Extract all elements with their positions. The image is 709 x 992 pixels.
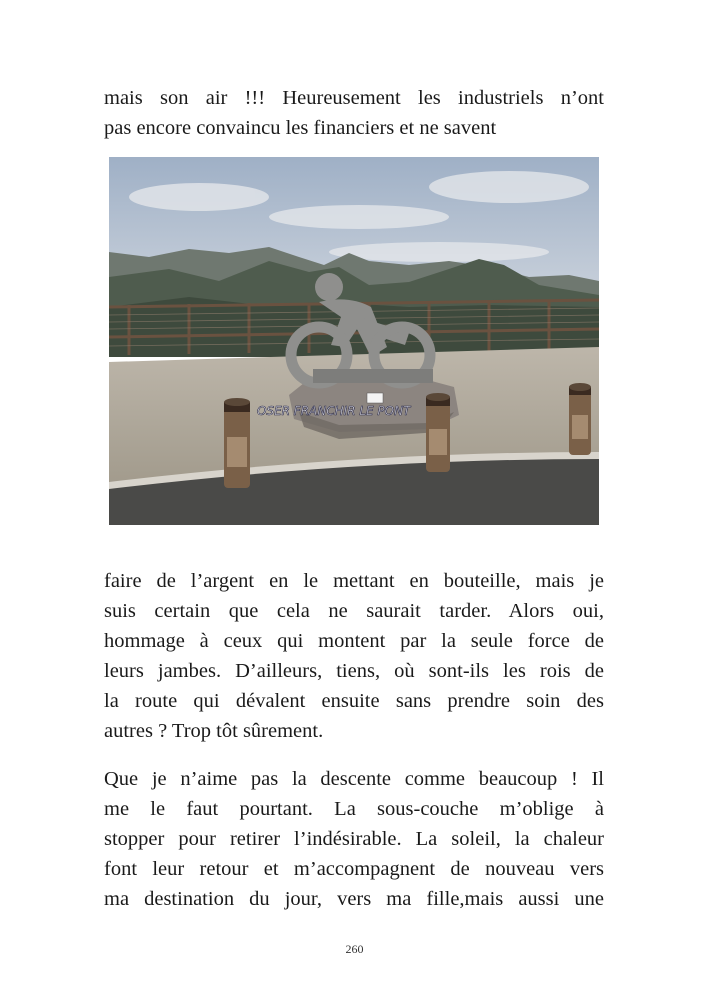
text-line: mais son air !!! Heureusement les industriels n’ont <box>104 87 604 109</box>
text-line: pas encore convaincu les financiers et ne savent <box>104 117 497 139</box>
page-number: 260 <box>345 942 364 956</box>
paragraph-middle <box>104 566 604 746</box>
text-line: faire de l’argent en le mettant en bouteille, mais je <box>104 570 604 592</box>
text-line: la route qui dévalent ensuite sans prendre soin des <box>104 690 604 712</box>
text-line: Que je n’aime pas la descente comme beaucoup ! Il <box>104 768 604 790</box>
text-line: hommage à ceux qui montent par la seule force de <box>104 630 604 652</box>
paragraph-top <box>104 83 604 143</box>
text-line: font leur retour et m’accompagnent de nouveau vers <box>104 858 604 880</box>
photo-caption: OSER FRANCHIR LE PONT <box>257 404 411 418</box>
text-line: ma destination du jour, vers ma fille,mais aussi une <box>104 888 604 910</box>
paragraph-bottom <box>104 764 604 914</box>
text-line: suis certain que cela ne saurait tarder. Alors oui, <box>104 600 604 622</box>
text-line: me le faut pourtant. La sous-couche m’oblige à <box>104 798 604 820</box>
text-line: leurs jambes. D’ailleurs, tiens, où sont-ils les rois de <box>104 660 604 682</box>
text-line: stopper pour retirer l’indésirable. La soleil, la chaleur <box>104 828 604 850</box>
cyclist-sculpture-photo <box>109 157 599 525</box>
text-line: autres ? Trop tôt sûrement. <box>104 720 324 742</box>
